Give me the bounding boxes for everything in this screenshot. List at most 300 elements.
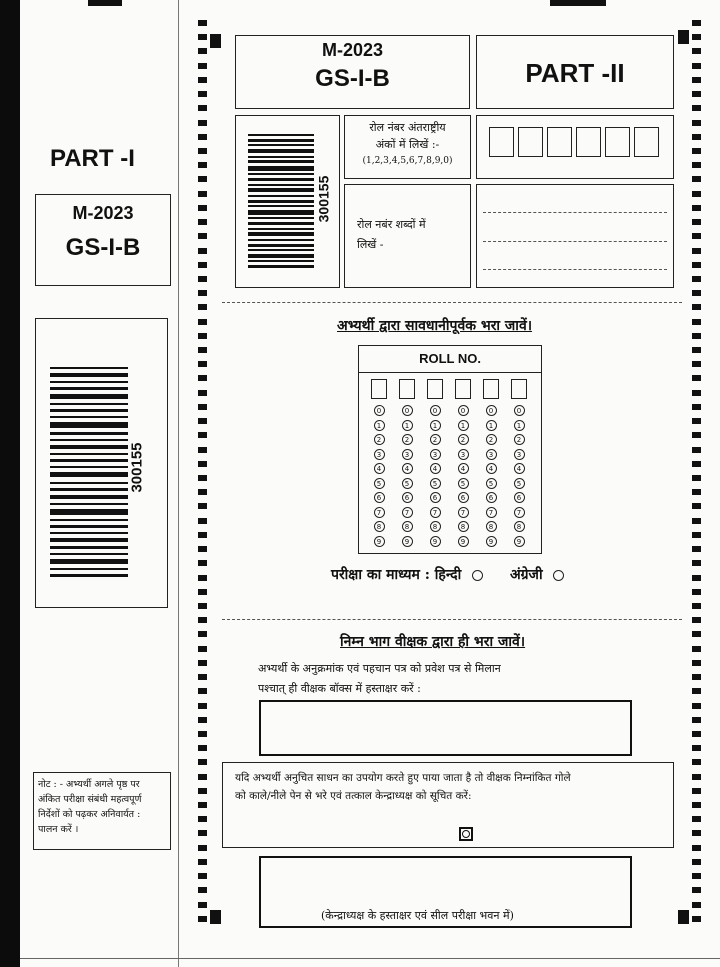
timing-mark <box>198 20 207 26</box>
timing-mark <box>198 248 207 254</box>
timing-mark <box>692 333 701 339</box>
barcode-bar <box>248 184 314 186</box>
timing-mark <box>198 532 207 538</box>
barcode-bar <box>248 222 314 225</box>
invigilator-instruction <box>258 659 501 699</box>
roll-digit-bubble[interactable]: 9 <box>402 536 413 547</box>
barcode-bar <box>248 195 314 197</box>
roll-digit-column <box>399 379 415 550</box>
timing-mark <box>692 390 701 396</box>
timing-mark <box>692 304 701 310</box>
words-instruction-line: रोल नबंर शब्दों में <box>357 218 426 231</box>
left-note-box <box>33 772 171 850</box>
roll-digit-bubble[interactable]: 9 <box>430 536 441 547</box>
roll-no-omr-grid[interactable] <box>358 345 542 554</box>
roll-digit-bubble[interactable]: 5 <box>486 478 497 489</box>
barcode-bar <box>248 144 314 146</box>
roll-digit-bubble[interactable]: 9 <box>458 536 469 547</box>
roll-digit-bubble[interactable]: 2 <box>374 434 385 445</box>
top-mark-right <box>550 0 606 6</box>
timing-mark <box>692 617 701 623</box>
timing-mark <box>692 475 701 481</box>
unfair-means-line: यदि अभ्यर्थी अनुचित साधन का उपयोग करते हुए पाया जाता है तो वीक्षक निम्नांकित गोले <box>235 772 571 784</box>
barcode-bar <box>248 260 314 262</box>
roll-digit-column <box>483 379 499 550</box>
left-code-box <box>35 194 171 286</box>
roll-digit-box[interactable] <box>547 127 572 157</box>
corner-mark-bl <box>210 910 221 924</box>
roll-digit-bubble[interactable]: 2 <box>458 434 469 445</box>
barcode-bar <box>50 432 128 435</box>
timing-mark <box>198 290 207 296</box>
medium-label: परीक्षा का माध्यम : <box>331 567 430 583</box>
timing-mark <box>692 603 701 609</box>
timing-mark <box>198 34 207 40</box>
roll-words-entry[interactable] <box>476 184 674 288</box>
left-code: M-2023 <box>72 203 134 223</box>
roll-no-label: ROLL NO. <box>359 346 541 373</box>
barcode-bar <box>248 239 314 241</box>
roll-digit-bubble[interactable]: 7 <box>486 507 497 518</box>
barcode-bar <box>50 538 128 542</box>
timing-mark <box>692 575 701 581</box>
roll-digit-bubble[interactable]: 5 <box>458 478 469 489</box>
roll-digit-bubble[interactable]: 3 <box>458 449 469 460</box>
scan-edge <box>0 0 20 967</box>
barcode-bar <box>248 188 314 192</box>
barcode-bar <box>50 403 128 405</box>
roll-digit-bubble[interactable]: 6 <box>514 492 525 503</box>
roll-digit-column <box>455 379 471 550</box>
barcode-bar <box>50 472 128 477</box>
barcode-bar <box>50 459 128 462</box>
timing-mark <box>198 731 207 737</box>
timing-mark <box>198 262 207 268</box>
barcode-bar <box>50 519 128 521</box>
timing-mark <box>692 816 701 822</box>
timing-mark <box>198 631 207 637</box>
roll-digit-bubble[interactable]: 0 <box>430 405 441 416</box>
barcode-bar <box>50 509 128 515</box>
instruction-line: अभ्यर्थी के अनुक्रमांक एवं पहचान पत्र को प्रवेश पत्र से मिलान <box>258 662 501 675</box>
barcode-bar <box>248 134 314 136</box>
timing-mark <box>692 319 701 325</box>
timing-mark <box>692 276 701 282</box>
medium-hindi-radio[interactable] <box>472 570 483 581</box>
roll-digit-bubble[interactable]: 2 <box>402 434 413 445</box>
medium-hindi-label: हिन्दी <box>434 567 462 583</box>
roll-digit-bubble[interactable]: 0 <box>486 405 497 416</box>
barcode-bar <box>248 156 314 158</box>
timing-mark <box>198 375 207 381</box>
roll-digit-bubble[interactable]: 1 <box>374 420 385 431</box>
roll-digit-bubble[interactable]: 3 <box>430 449 441 460</box>
roll-digit-bubble[interactable]: 8 <box>486 521 497 532</box>
timing-mark <box>198 646 207 652</box>
timing-mark <box>692 418 701 424</box>
timing-track-right <box>692 20 701 922</box>
top-mark-left <box>88 0 122 6</box>
timing-mark <box>198 134 207 140</box>
timing-mark <box>198 902 207 908</box>
roll-digit-bubble[interactable]: 0 <box>374 405 385 416</box>
roll-digit-box[interactable] <box>634 127 659 157</box>
timing-mark <box>198 688 207 694</box>
timing-mark <box>198 774 207 780</box>
roll-digit-bubble[interactable]: 1 <box>430 420 441 431</box>
timing-mark <box>198 816 207 822</box>
roll-digit-bubble[interactable]: 0 <box>402 405 413 416</box>
roll-digit-bubble[interactable]: 3 <box>514 449 525 460</box>
header-code-box <box>235 35 470 109</box>
roll-digit-bubble[interactable]: 4 <box>430 463 441 474</box>
roll-digit-bubble[interactable]: 1 <box>514 420 525 431</box>
timing-mark <box>692 404 701 410</box>
timing-mark <box>198 304 207 310</box>
medium-english-radio[interactable] <box>553 570 564 581</box>
timing-mark <box>198 674 207 680</box>
timing-mark <box>198 461 207 467</box>
roll-digit-write-box[interactable] <box>371 379 387 399</box>
timing-mark <box>198 845 207 851</box>
timing-mark <box>198 503 207 509</box>
roll-digit-bubble[interactable]: 3 <box>486 449 497 460</box>
timing-mark <box>198 390 207 396</box>
roll-digit-bubble[interactable]: 4 <box>514 463 525 474</box>
barcode-bar <box>248 232 314 236</box>
unfair-means-circle[interactable] <box>459 827 473 841</box>
barcode-bar <box>50 525 128 528</box>
timing-mark <box>198 48 207 54</box>
timing-mark <box>692 34 701 40</box>
barcode-bar <box>50 503 128 505</box>
roll-digit-bubble[interactable]: 8 <box>514 521 525 532</box>
barcode-bar <box>248 149 314 153</box>
roll-digit-write-box[interactable] <box>455 379 471 399</box>
left-part-label: PART -I <box>50 145 135 172</box>
barcode-bar <box>248 139 314 142</box>
timing-mark <box>198 447 207 453</box>
timing-mark <box>692 219 701 225</box>
timing-mark <box>692 176 701 182</box>
timing-mark <box>692 845 701 851</box>
timing-mark <box>198 347 207 353</box>
barcode-bar <box>248 244 314 247</box>
note-line: नोट : - अभ्यर्थी अगले पृष्ठ पर <box>38 779 140 790</box>
roll-barcode-box <box>235 115 340 288</box>
barcode-bar <box>50 394 128 399</box>
barcode-bar <box>50 574 128 577</box>
timing-mark <box>692 361 701 367</box>
note-line: निर्देशों को पढ़कर अनिवार्यत : <box>38 809 141 820</box>
roll-digit-bubble[interactable]: 5 <box>514 478 525 489</box>
bottom-border <box>20 958 720 959</box>
timing-mark <box>198 120 207 126</box>
barcode-bar <box>50 495 128 499</box>
roll-digit-write-box[interactable] <box>399 379 415 399</box>
invigilator-heading: निम्न भाग वीक्षक द्वारा ही भरा जावें। <box>340 634 526 650</box>
timing-mark <box>692 205 701 211</box>
roll-digit-box[interactable] <box>576 127 601 157</box>
timing-mark <box>198 176 207 182</box>
timing-mark <box>692 717 701 723</box>
corner-mark-tl <box>210 34 221 48</box>
words-instruction-line: लिखें - <box>357 238 384 251</box>
timing-mark <box>198 489 207 495</box>
timing-mark <box>692 63 701 69</box>
timing-mark <box>198 546 207 552</box>
note-line: अंकित परीक्षा संबंधी महत्वपूर्ण <box>38 794 142 805</box>
barcode-bar <box>50 409 128 412</box>
timing-mark <box>198 830 207 836</box>
header-paper: GS-I-B <box>315 65 390 92</box>
timing-mark <box>198 717 207 723</box>
barcode-bar <box>248 217 314 219</box>
corner-mark-tr <box>678 30 689 44</box>
digits-instruction-line: रोल नंबर अंतराष्ट्रीय <box>369 121 446 134</box>
timing-mark <box>198 319 207 325</box>
timing-mark <box>198 859 207 865</box>
timing-mark <box>198 404 207 410</box>
timing-mark <box>198 105 207 111</box>
barcode-bar <box>50 488 128 491</box>
barcode-bar <box>248 166 314 171</box>
timing-mark <box>692 447 701 453</box>
roll-digit-bubble[interactable]: 4 <box>486 463 497 474</box>
timing-mark <box>692 589 701 595</box>
roll-digit-column <box>427 379 443 550</box>
barcode-bar <box>50 559 128 564</box>
candidate-heading: अभ्यर्थी द्वारा सावधानीपूर्वक भरा जावें। <box>337 318 533 334</box>
timing-mark <box>692 503 701 509</box>
timing-mark <box>692 432 701 438</box>
barcode-bar <box>248 200 314 203</box>
section-divider <box>222 619 682 620</box>
timing-mark <box>198 91 207 97</box>
roll-digit-box[interactable] <box>518 127 543 157</box>
roll-digit-bubble[interactable]: 2 <box>430 434 441 445</box>
roll-digit-write-box[interactable] <box>427 379 443 399</box>
roll-digit-bubble[interactable]: 8 <box>458 521 469 532</box>
timing-mark <box>198 887 207 893</box>
roll-digit-bubble[interactable]: 8 <box>374 521 385 532</box>
roll-digit-bubble[interactable]: 0 <box>514 405 525 416</box>
timing-mark <box>692 347 701 353</box>
timing-mark <box>692 77 701 83</box>
barcode-bar <box>50 387 128 390</box>
timing-mark <box>692 774 701 780</box>
centre-signature-box[interactable] <box>259 856 632 928</box>
barcode-bar <box>50 553 128 555</box>
roll-digit-bubble[interactable]: 9 <box>514 536 525 547</box>
barcode-bar <box>248 178 314 181</box>
roll-digit-bubble[interactable]: 9 <box>486 536 497 547</box>
barcode-bar <box>248 210 314 215</box>
roll-digit-write-box[interactable] <box>511 379 527 399</box>
roll-digit-bubble[interactable]: 7 <box>402 507 413 518</box>
timing-mark <box>198 333 207 339</box>
roll-digit-write-box[interactable] <box>483 379 499 399</box>
roll-digit-box[interactable] <box>605 127 630 157</box>
timing-mark <box>198 233 207 239</box>
words-instruction-box <box>344 184 471 288</box>
timing-mark <box>692 233 701 239</box>
timing-mark <box>692 148 701 154</box>
timing-mark <box>198 759 207 765</box>
barcode-bar <box>50 416 128 418</box>
roll-digit-bubble[interactable]: 8 <box>402 521 413 532</box>
roll-digit-bubble[interactable]: 7 <box>458 507 469 518</box>
roll-digit-bubble[interactable]: 3 <box>374 449 385 460</box>
barcode-bar <box>50 568 128 570</box>
barcode-bar <box>248 173 314 175</box>
timing-mark <box>692 262 701 268</box>
timing-mark <box>692 887 701 893</box>
header-code: M-2023 <box>321 40 384 60</box>
roll-digit-bubble[interactable]: 6 <box>486 492 497 503</box>
section-divider <box>222 302 682 303</box>
timing-mark <box>198 703 207 709</box>
timing-mark <box>692 191 701 197</box>
timing-track-left <box>198 20 207 922</box>
roll-digit-bubble[interactable]: 5 <box>430 478 441 489</box>
timing-mark <box>692 631 701 637</box>
timing-mark <box>692 859 701 865</box>
barcode-bar <box>50 546 128 549</box>
left-barcode-number: 300155 <box>128 442 146 493</box>
digits-instruction-box <box>344 115 471 179</box>
timing-mark <box>198 560 207 566</box>
roll-digit-bubble[interactable]: 8 <box>430 521 441 532</box>
roll-digit-bubble[interactable]: 1 <box>486 420 497 431</box>
timing-mark <box>198 219 207 225</box>
barcode-bar <box>50 373 128 377</box>
roll-digit-bubble[interactable]: 6 <box>458 492 469 503</box>
roll-digit-bubble[interactable]: 5 <box>374 478 385 489</box>
medium-row <box>331 565 564 584</box>
timing-mark <box>198 916 207 922</box>
roll-digit-bubble[interactable]: 4 <box>374 463 385 474</box>
barcode-bar <box>50 445 128 449</box>
barcode-bar <box>50 367 128 369</box>
roll-digit-bubble[interactable]: 2 <box>486 434 497 445</box>
roll-digit-bubble[interactable]: 7 <box>430 507 441 518</box>
timing-mark <box>692 788 701 794</box>
instruction-line: पश्चात् ही वीक्षक बॉक्स में हस्ताक्षर करें : <box>258 682 421 695</box>
roll-digit-column <box>511 379 527 550</box>
barcode-bar <box>50 466 128 468</box>
roll-digit-bubble[interactable]: 5 <box>402 478 413 489</box>
timing-mark <box>198 745 207 751</box>
timing-mark <box>198 873 207 879</box>
corner-mark-br <box>678 910 689 924</box>
barcode-bar <box>248 228 314 230</box>
roll-digit-bubble[interactable]: 7 <box>514 507 525 518</box>
timing-mark <box>692 105 701 111</box>
roll-digit-bubble[interactable]: 6 <box>374 492 385 503</box>
barcode-bar <box>50 482 128 484</box>
timing-mark <box>198 575 207 581</box>
invigilator-signature-box[interactable] <box>259 700 632 756</box>
barcode-bar <box>50 453 128 455</box>
roll-digit-bubble[interactable]: 6 <box>430 492 441 503</box>
perforation-line <box>178 0 179 967</box>
timing-mark <box>692 674 701 680</box>
roll-digit-bubble[interactable]: 4 <box>402 463 413 474</box>
roll-digit-bubble[interactable]: 2 <box>514 434 525 445</box>
timing-mark <box>198 432 207 438</box>
roll-digit-bubble[interactable]: 3 <box>402 449 413 460</box>
timing-mark <box>692 731 701 737</box>
timing-mark <box>692 248 701 254</box>
barcode-bar <box>248 205 314 207</box>
timing-mark <box>692 290 701 296</box>
roll-digit-column <box>371 379 387 550</box>
timing-mark <box>692 902 701 908</box>
barcode-bar <box>50 381 128 383</box>
unfair-means-line: को काले/नीले पेन से भरे एवं तत्काल केन्द्राध्यक्ष को सूचित करें: <box>235 790 472 802</box>
digits-instruction-line: अंकों में लिखें :- <box>375 138 440 151</box>
roll-digit-bubble[interactable]: 4 <box>458 463 469 474</box>
timing-mark <box>198 63 207 69</box>
header-part-box <box>476 35 674 109</box>
left-paper: GS-I-B <box>65 234 141 261</box>
barcode-bar <box>50 532 128 534</box>
barcode-bar <box>248 265 314 268</box>
timing-mark <box>692 120 701 126</box>
barcode-bar <box>248 160 314 163</box>
roll-digit-bubble[interactable]: 7 <box>374 507 385 518</box>
timing-mark <box>692 688 701 694</box>
timing-mark <box>692 461 701 467</box>
timing-mark <box>198 418 207 424</box>
timing-mark <box>692 916 701 922</box>
roll-digit-bubble[interactable]: 9 <box>374 536 385 547</box>
timing-mark <box>692 162 701 168</box>
timing-mark <box>692 134 701 140</box>
timing-mark <box>692 745 701 751</box>
timing-mark <box>198 475 207 481</box>
timing-mark <box>198 589 207 595</box>
left-barcode-box <box>35 318 168 608</box>
centre-signature-label: (केन्द्राध्यक्ष के हस्ताक्षर एवं सील परीक्षा भवन में) <box>321 909 514 922</box>
roll-digit-bubble[interactable]: 0 <box>458 405 469 416</box>
timing-mark <box>692 560 701 566</box>
roll-digit-box[interactable] <box>489 127 514 157</box>
note-line: पालन करें । <box>38 824 79 835</box>
barcode-bar <box>248 254 314 258</box>
unfair-means-box <box>222 762 674 848</box>
timing-mark <box>692 830 701 836</box>
timing-mark <box>198 361 207 367</box>
timing-mark <box>692 802 701 808</box>
timing-mark <box>198 518 207 524</box>
barcode-bar <box>50 439 128 441</box>
timing-mark <box>692 532 701 538</box>
roll-digit-bubble[interactable]: 6 <box>402 492 413 503</box>
timing-mark <box>198 660 207 666</box>
left-barcode <box>50 367 128 577</box>
roll-digit-bubble[interactable]: 1 <box>402 420 413 431</box>
barcode-bar <box>50 422 128 428</box>
timing-mark <box>198 276 207 282</box>
timing-mark <box>692 489 701 495</box>
timing-mark <box>692 660 701 666</box>
digits-instruction-hint: (1,2,3,4,5,6,7,8,9,0) <box>362 156 453 166</box>
roll-digits-entry[interactable] <box>476 115 674 179</box>
roll-digit-bubble[interactable]: 1 <box>458 420 469 431</box>
timing-mark <box>692 48 701 54</box>
